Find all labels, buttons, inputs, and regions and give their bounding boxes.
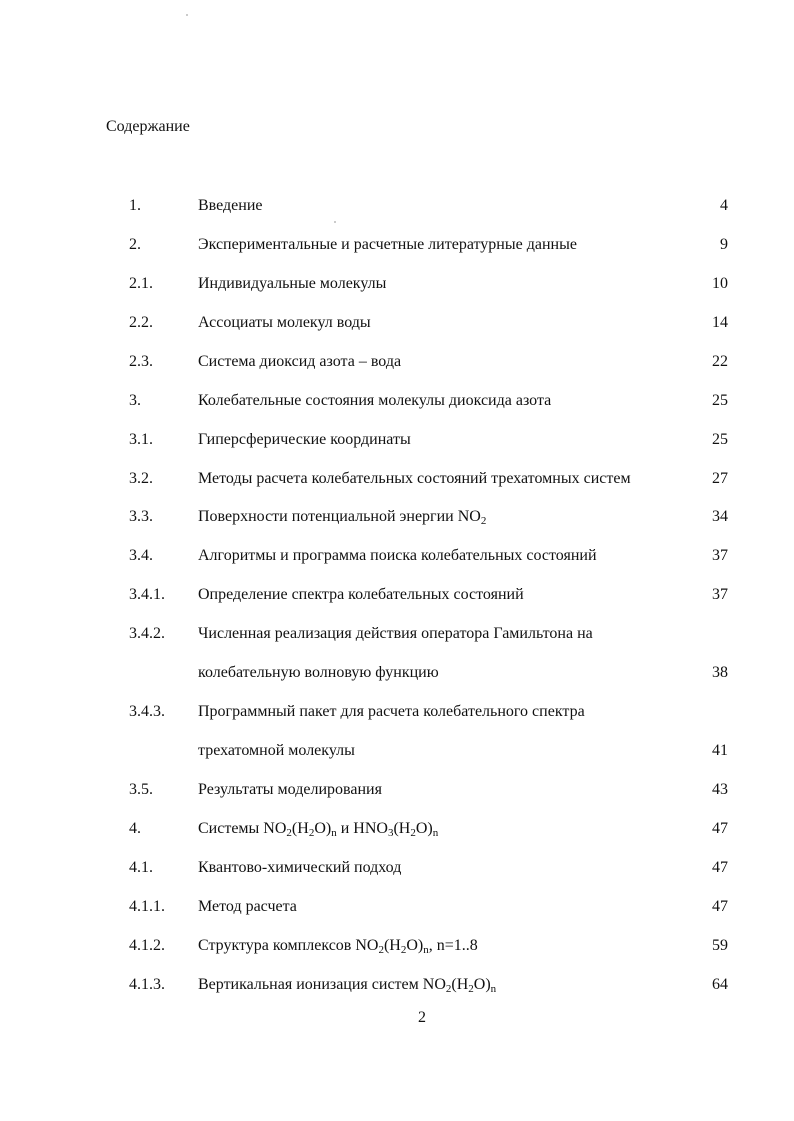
toc-entry-number: 1. bbox=[129, 197, 141, 214]
toc-entry-page: 9 bbox=[720, 236, 728, 253]
toc-entry[interactable] bbox=[0, 662, 794, 684]
toc-entry-page: 47 bbox=[712, 859, 728, 876]
toc-entry-page: 37 bbox=[712, 586, 728, 603]
toc-entry-page: 59 bbox=[712, 937, 728, 954]
toc-entry[interactable] bbox=[0, 818, 794, 840]
toc-entry-title: трехатомной молекулы bbox=[198, 742, 355, 759]
toc-entry-number: 3.4. bbox=[129, 547, 153, 564]
toc-entry-title: Метод расчета bbox=[198, 898, 297, 915]
toc-entry-number: 3.1. bbox=[129, 431, 153, 448]
toc-entry-title: Экспериментальные и расчетные литературные данные bbox=[198, 236, 577, 253]
toc-entry-title: Программный пакет для расчета колебательного спектра bbox=[198, 703, 585, 720]
toc-entry[interactable] bbox=[0, 974, 794, 996]
toc-entry-number: 4.1.2. bbox=[129, 937, 165, 954]
toc-entry-page: 25 bbox=[712, 392, 728, 409]
toc-entry-title: Ассоциаты молекул воды bbox=[198, 314, 371, 331]
toc-entry-title: Результаты моделирования bbox=[198, 781, 382, 798]
toc-entry-title: Поверхности потенциальной энергии $NO_2$ bbox=[198, 508, 487, 527]
toc-entry[interactable] bbox=[0, 312, 794, 334]
toc-entry-number: 3.3. bbox=[129, 508, 153, 525]
toc-entry[interactable] bbox=[0, 779, 794, 801]
toc-entry-title: Система диоксид азота – вода bbox=[198, 353, 402, 370]
toc-entry[interactable] bbox=[0, 468, 794, 490]
toc-entry-number: 3. bbox=[129, 392, 141, 409]
toc-entry[interactable] bbox=[0, 935, 794, 957]
toc-entry[interactable] bbox=[0, 195, 794, 217]
toc-entry-title: Индивидуальные молекулы bbox=[198, 275, 387, 292]
toc-entry-number: 4.1.1. bbox=[129, 898, 165, 915]
toc-entry-page: 22 bbox=[712, 353, 728, 370]
toc-entry-page: 47 bbox=[712, 820, 728, 837]
toc-entry[interactable] bbox=[0, 740, 794, 762]
title-subscript: 2 bbox=[480, 515, 487, 527]
toc-entry-page: 64 bbox=[712, 976, 728, 993]
toc-entry-number: 3.5. bbox=[129, 781, 153, 798]
toc-entry-page: 25 bbox=[712, 431, 728, 448]
toc-entry-page: 27 bbox=[712, 470, 728, 487]
toc-entry[interactable] bbox=[0, 390, 794, 412]
toc-entry-page: 41 bbox=[712, 742, 728, 759]
toc-entry-page: 34 bbox=[712, 508, 728, 525]
toc-entry[interactable] bbox=[0, 584, 794, 606]
toc-entry[interactable] bbox=[0, 896, 794, 918]
toc-entry-title: Алгоритмы и программа поиска колебательных состояний bbox=[198, 547, 597, 564]
toc-entry-page: 4 bbox=[720, 197, 728, 214]
toc-entry[interactable] bbox=[0, 506, 794, 528]
toc-entry-title: Квантово-химический подход bbox=[198, 859, 402, 876]
toc-entry-page: 38 bbox=[712, 664, 728, 681]
toc-entry-number: 3.4.3. bbox=[129, 703, 165, 720]
toc-entry-number: 4.1.3. bbox=[129, 976, 165, 993]
toc-entry[interactable] bbox=[0, 857, 794, 879]
toc-entry[interactable] bbox=[0, 351, 794, 373]
toc-entry[interactable] bbox=[0, 701, 794, 723]
page-number: 2 bbox=[418, 1009, 426, 1026]
toc-entry-page: 43 bbox=[712, 781, 728, 798]
toc-entry-title: Численная реализация действия оператора Гамильтона на bbox=[198, 625, 593, 642]
toc-entry-title: Системы $NO_2(H_2O)_n$ и $HNO_3(H_2O)_n$ bbox=[198, 820, 439, 839]
toc-entry-number: 4.1. bbox=[129, 859, 153, 876]
toc-entry-title: Методы расчета колебательных состояний трехатомных систем bbox=[198, 470, 631, 487]
toc-entry-title: колебательную волновую функцию bbox=[198, 664, 439, 681]
toc-entry-number: 3.4.2. bbox=[129, 625, 165, 642]
toc-entry-title: Вертикальная ионизация систем $NO_2(H_2O)_n$ bbox=[198, 976, 497, 995]
toc-entry[interactable] bbox=[0, 623, 794, 645]
toc-entry-title: Введение bbox=[198, 197, 263, 214]
toc-entry[interactable] bbox=[0, 429, 794, 451]
toc-entry-number: 2.1. bbox=[129, 275, 153, 292]
toc-entry-title: Колебательные состояния молекулы диоксида азота bbox=[198, 392, 552, 409]
toc-heading: Содержание bbox=[106, 118, 190, 135]
toc-entry[interactable] bbox=[0, 273, 794, 295]
toc-entry-number: 3.2. bbox=[129, 470, 153, 487]
scan-speck bbox=[186, 14, 188, 16]
toc-entry-page: 47 bbox=[712, 898, 728, 915]
toc-entry-number: 2. bbox=[129, 236, 141, 253]
toc-entry-title: Гиперсферические координаты bbox=[198, 431, 411, 448]
toc-entry-number: 2.3. bbox=[129, 353, 153, 370]
toc-entry-title: Определение спектра колебательных состояний bbox=[198, 586, 524, 603]
toc-entry-page: 37 bbox=[712, 547, 728, 564]
toc-entry-page: 14 bbox=[712, 314, 728, 331]
toc-entry-number: 4. bbox=[129, 820, 141, 837]
toc-entry-title: Структура комплексов $NO_2(H_2O)_n$, n=1..8 bbox=[198, 937, 478, 956]
scan-speck bbox=[334, 221, 336, 223]
toc-entry-number: 3.4.1. bbox=[129, 586, 165, 603]
toc-entry-number: 2.2. bbox=[129, 314, 153, 331]
toc-entry[interactable] bbox=[0, 234, 794, 256]
toc-entry-page: 10 bbox=[712, 275, 728, 292]
toc-entry[interactable] bbox=[0, 545, 794, 567]
